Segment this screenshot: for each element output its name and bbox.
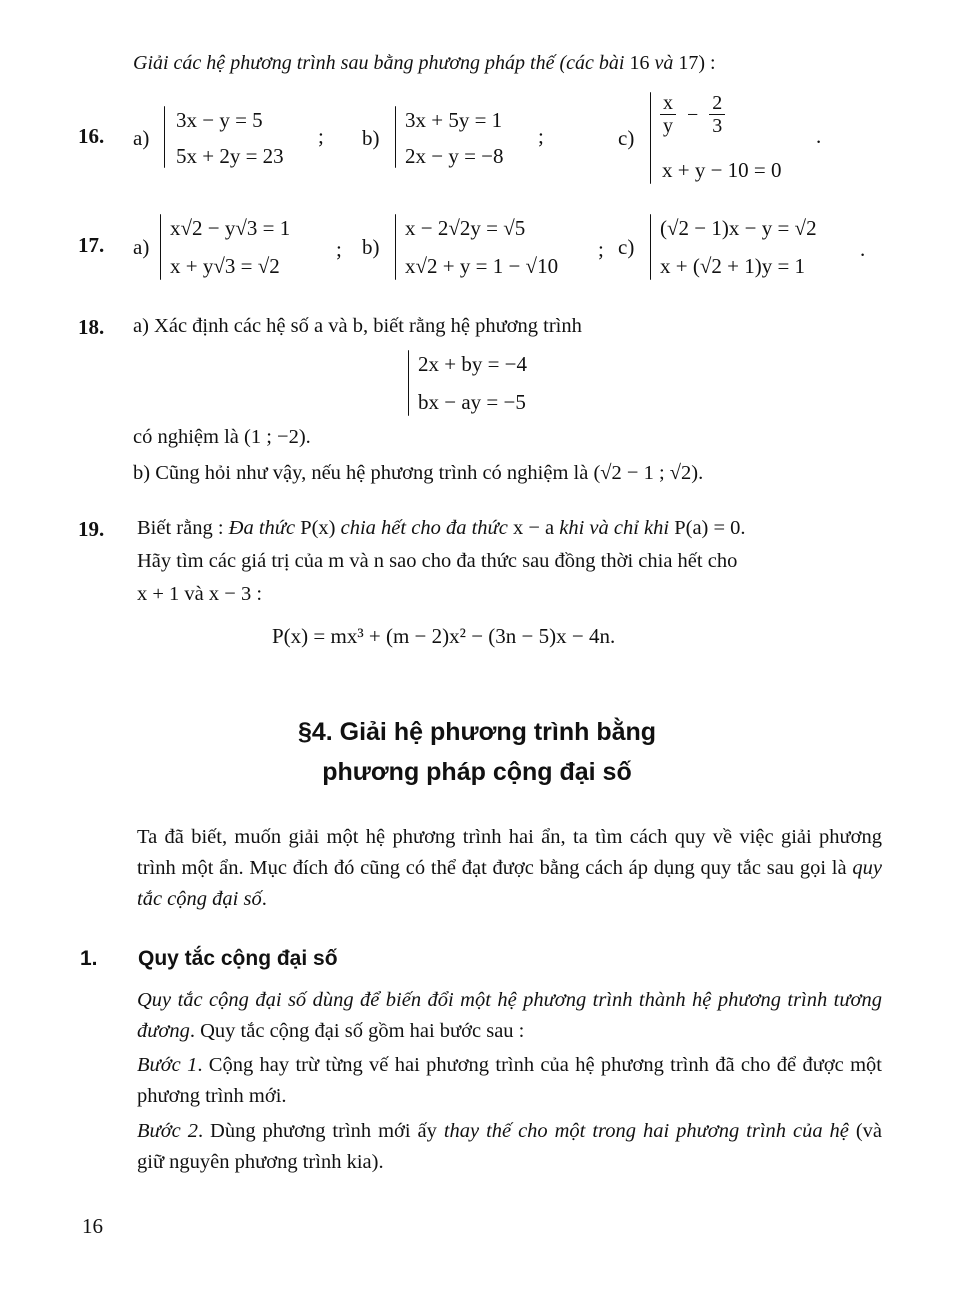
rule-title: Quy tắc cộng đại số (138, 947, 338, 970)
fraction-2-over-3: $\frac{2}{3}$ (709, 92, 725, 137)
ex16-c-eq1: $\frac{x}{y}$ − $\frac{2}{3}$ (660, 92, 725, 137)
ex18-sys-eq2: bx − ay = −5 (418, 390, 526, 414)
ex17-c-eq2: x + (√2 + 1)y = 1 (660, 254, 806, 278)
ex16-a-label: a) (133, 126, 150, 150)
ex17-c-eq1: (√2 − 1)x − y = √2 (660, 216, 817, 240)
intro-text-c: ) : (698, 52, 716, 74)
exercise-18-number: 18. (78, 315, 105, 339)
ex19-line3: x + 1 và x − 3 : (137, 583, 263, 605)
ex17-c-label: c) (618, 235, 635, 259)
ex18-part-b: b) Cũng hỏi như vậy, nếu hệ phương trình có nghiệm là (√2 − 1 ; √2). (133, 462, 704, 484)
ex16-b-label: b) (362, 126, 380, 150)
step-2-label: Bước 2 (137, 1120, 198, 1142)
fraction-x-over-y: $\frac{x}{y}$ (660, 92, 676, 137)
ex16-a-eq2: 5x + 2y = 23 (176, 144, 284, 168)
ex16-b-eq2: 2x − y = −8 (405, 144, 504, 168)
ex16-c-eq2: x + y − 10 = 0 (662, 158, 782, 182)
intro-num-b: 17 (678, 52, 699, 74)
intro-text-b: và (649, 52, 679, 74)
ex16-c-label: c) (618, 126, 635, 150)
rule-step-2: Bước 2. Dùng phương trình mới ấy thay thế cho một trong hai phương trình của hệ (và giữ nguyên phương trình kia). (137, 1120, 882, 1173)
ex16-b-brace (395, 106, 396, 168)
section-intro-paragraph: Ta đã biết, muốn giải một hệ phương trình hai ẩn, ta tìm cách quy về việc giải phương trình một ẩn. Mục đích đó cũng có thể đạt được bằng cách áp dụng quy tắc sau gọi là quy tắc cộng đại số. (137, 826, 882, 910)
section-title-line2: phương pháp cộng đại số (322, 758, 632, 786)
ex19-line1: Biết rằng : Đa thức P(x) chia hết cho đa thức x − a khi và chỉ khi P(a) = 0. (137, 517, 746, 539)
ex18-brace (408, 350, 409, 416)
exercise-17-number: 17. (78, 233, 105, 257)
exercise-intro (133, 52, 716, 75)
ex19-polynomial: P(x) = mx³ + (m − 2)x² − (3n − 5)x − 4n. (272, 624, 616, 648)
ex18-sys-eq1: 2x + by = −4 (418, 352, 528, 376)
ex18-solution: có nghiệm là (1 ; −2). (133, 426, 311, 448)
ex17-b-eq1: x − 2√2y = √5 (405, 216, 526, 240)
ex16-separator-b: ; (538, 124, 544, 148)
ex16-a-brace (164, 106, 165, 168)
exercise-19-number: 19. (78, 517, 105, 541)
rule-number: 1. (80, 947, 98, 970)
ex16-b-eq1: 3x + 5y = 1 (405, 108, 503, 132)
ex16-c-brace (650, 92, 651, 184)
ex17-b-label: b) (362, 235, 380, 259)
ex17-end: . (860, 237, 866, 261)
ex18-part-a: a) Xác định các hệ số a và b, biết rằng hệ phương trình (133, 315, 582, 337)
section-title-line1: §4. Giải hệ phương trình bằng (297, 718, 657, 746)
rule-step-1: Bước 1. Cộng hay trừ từng vế hai phương trình của hệ phương trình đã cho để được một phương trình mới. (137, 1054, 882, 1107)
intro-num-a: 16 (629, 52, 650, 74)
step-1-label: Bước 1 (137, 1054, 198, 1076)
exercise-16-number: 16. (78, 124, 105, 148)
ex16-a-eq1: 3x − y = 5 (176, 108, 263, 132)
ex17-a-brace (160, 214, 161, 280)
page-number: 16 (82, 1214, 103, 1238)
ex17-a-eq2: x + y√3 = √2 (170, 254, 280, 278)
rule-paragraph: Quy tắc cộng đại số dùng để biến đổi một hệ phương trình thành hệ phương trình tương đương. Quy tắc cộng đại số gồm hai bước sau : (137, 989, 882, 1042)
ex16-end: . (816, 124, 822, 148)
ex16-separator-a: ; (318, 124, 324, 148)
section-title (0, 712, 954, 792)
ex17-separator-a: ; (336, 237, 342, 261)
ex17-b-eq2: x√2 + y = 1 − √10 (405, 254, 559, 278)
ex17-b-brace (395, 214, 396, 280)
ex19-line2: Hãy tìm các giá trị của m và n sao cho đa thức sau đồng thời chia hết cho (137, 550, 738, 572)
intro-text-a: Giải các hệ phương trình sau bằng phương pháp thế (các bài (133, 52, 630, 74)
ex17-separator-b: ; (598, 237, 604, 261)
ex17-a-eq1: x√2 − y√3 = 1 (170, 216, 291, 240)
ex17-c-brace (650, 214, 651, 280)
ex17-a-label: a) (133, 235, 150, 259)
